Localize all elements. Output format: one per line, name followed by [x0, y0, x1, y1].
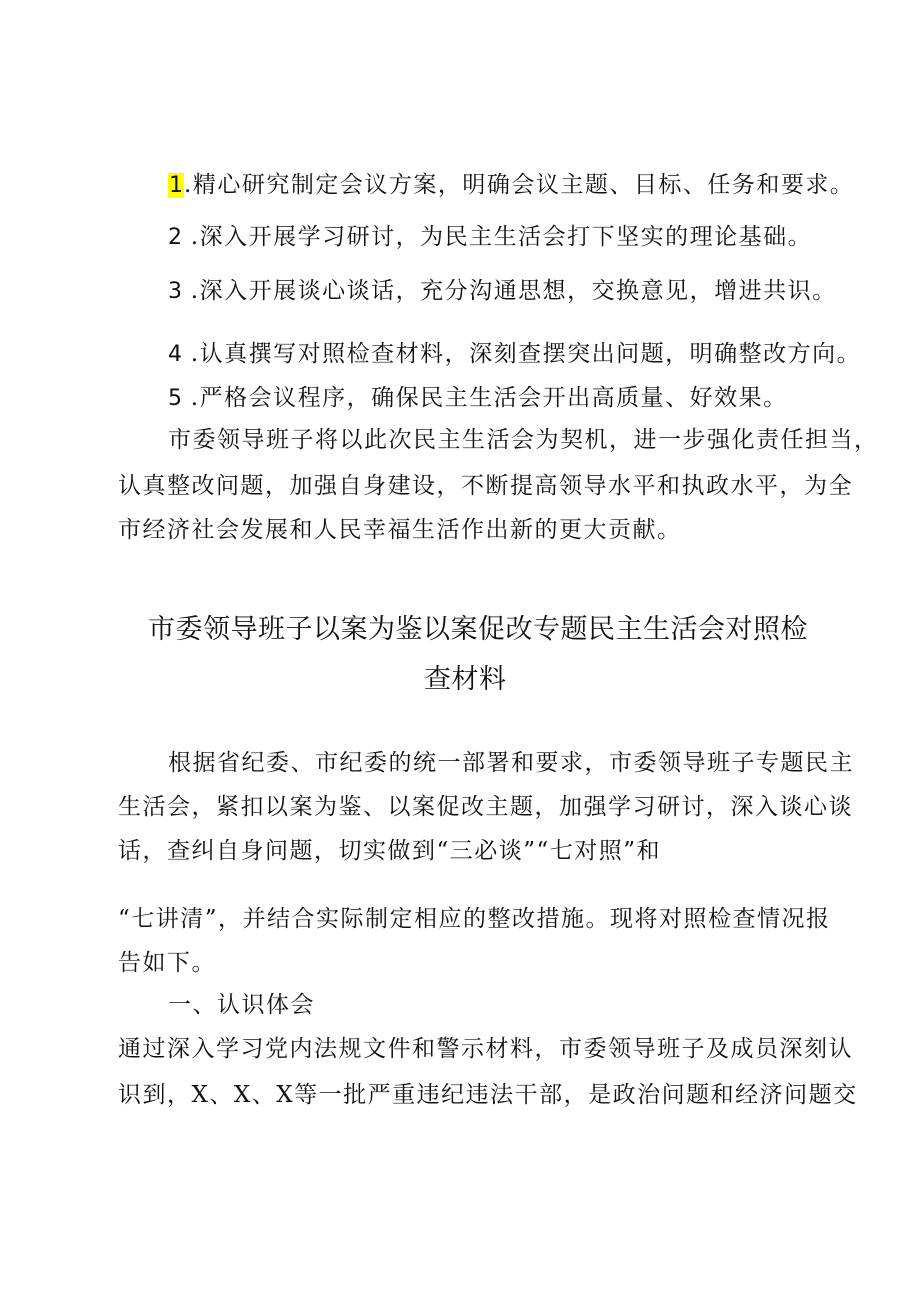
list-text: 深入开展谈心谈话，充分沟通思想，交换意见，增进共识。 [199, 278, 837, 304]
document-title-line-1: 市委领导班子以案为鉴以案促改专题民主生活会对照检 [148, 614, 808, 645]
section-line-1: 通过深入学习党内法规文件和警示材料，市委领导班子及成员深刻认 [118, 1036, 853, 1062]
closing-line-1: 市委领导班子将以此次民主生活会为契机，进一步强化责任担当， [168, 427, 879, 453]
list-text: 深入开展学习研讨，为民主生活会打下坚实的理论基础。 [199, 224, 813, 250]
list-separator: . [182, 341, 200, 367]
list-number: 4 [168, 342, 182, 367]
closing-line-3: 市经济社会发展和人民幸福生活作出新的更大贡献。 [118, 517, 682, 543]
list-number: 3 [168, 279, 182, 304]
list-number: 5 [168, 386, 182, 411]
list-separator: . [182, 278, 200, 304]
list-item-4 [168, 339, 861, 370]
list-text: 严格会议程序，确保民主生活会开出高质量、好效果。 [199, 385, 788, 411]
list-item-5 [168, 383, 788, 414]
intro-line-5: 告如下。 [118, 950, 216, 976]
list-item-3 [168, 276, 837, 307]
intro-line-2: 生活会，紧扣以案为鉴、以案促改主题，加强学习研讨，深入谈心谈 [118, 794, 853, 820]
list-item-1 [168, 170, 854, 201]
list-item-2 [168, 222, 812, 253]
section-line-2: 识到，X、X、X等一批严重违纪违法干部，是政治问题和经济问题交 [118, 1082, 858, 1108]
list-text: 认真撰写对照检查材料，深刻查摆突出问题，明确整改方向。 [199, 341, 862, 367]
list-number: 2 [168, 225, 182, 250]
list-text: 精心研究制定会议方案，明确会议主题、目标、任务和要求。 [192, 172, 855, 198]
list-separator: . [182, 224, 200, 250]
section-heading: 一、认识体会 [168, 992, 315, 1018]
list-separator: . [182, 385, 200, 411]
intro-line-3: 话，查纠自身问题，切实做到“三必谈”“七对照”和 [118, 838, 662, 864]
intro-line-4: “七讲清”，并结合实际制定相应的整改措施。现将对照检查情况报 [118, 906, 831, 932]
intro-line-1: 根据省纪委、市纪委的统一部署和要求，市委领导班子专题民主 [168, 750, 854, 776]
closing-line-2: 认真整改问题，加强自身建设，不断提高领导水平和执政水平，为全 [118, 473, 853, 499]
document-title-line-2: 查材料 [424, 664, 507, 695]
list-number: 1 [169, 173, 183, 198]
list-separator: . [184, 172, 193, 198]
